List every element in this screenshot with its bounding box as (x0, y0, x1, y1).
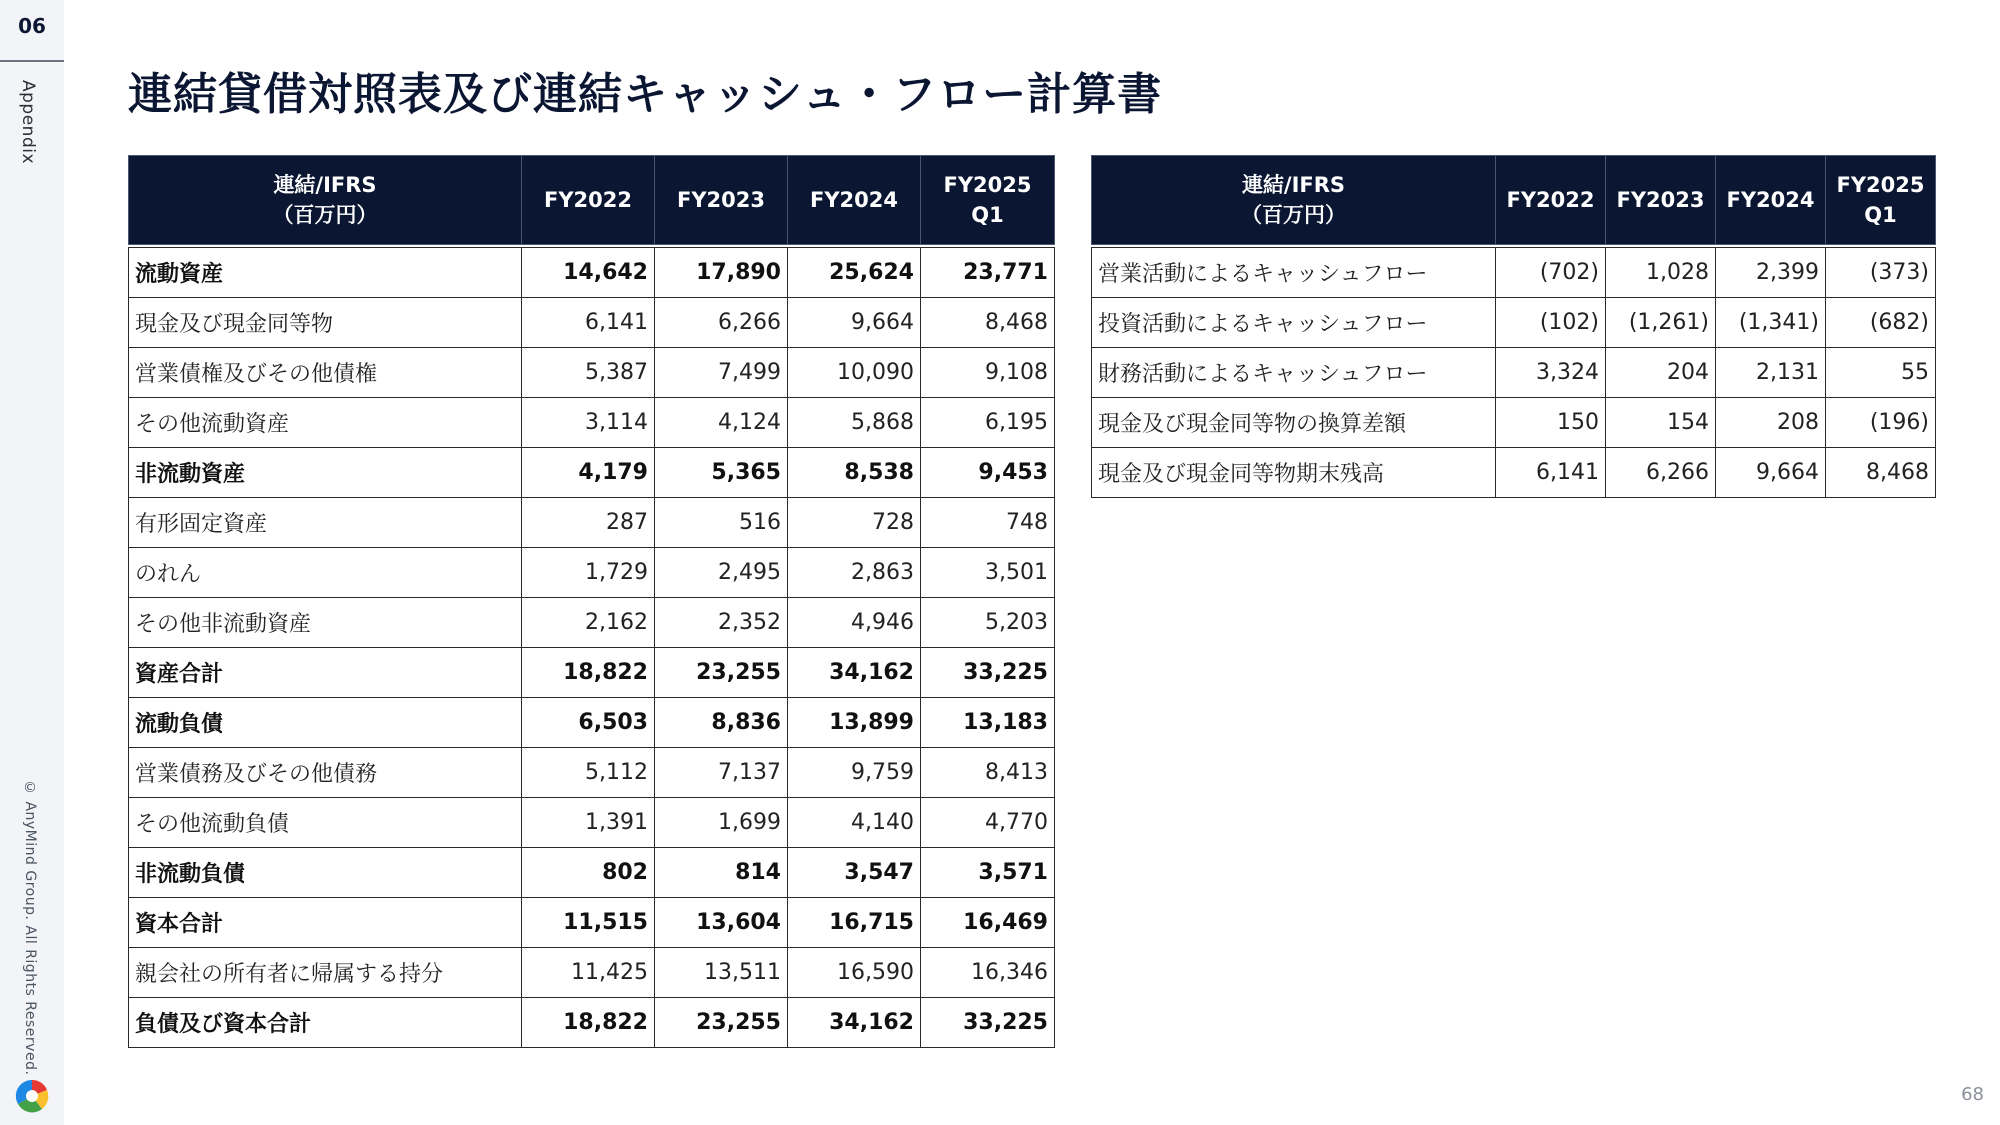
value-cell: 18,822 (522, 648, 655, 698)
value-cell: (1,261) (1606, 298, 1716, 348)
cash-flow-body (1092, 245, 1936, 498)
value-cell: 23,255 (655, 998, 788, 1048)
value-cell: 1,391 (522, 798, 655, 848)
table-row (1092, 348, 1936, 398)
value-cell: 18,822 (522, 998, 655, 1048)
value-cell: 16,715 (788, 898, 921, 948)
header-cell-label (1092, 156, 1496, 245)
value-cell: 3,571 (921, 848, 1055, 898)
value-cell: 9,664 (1716, 448, 1826, 498)
value-cell: 516 (655, 498, 788, 548)
header-cell-fy2023 (1606, 156, 1716, 245)
row-label: その他非流動資産 (129, 598, 522, 648)
header-label-line1: 連結/IFRS (1241, 173, 1346, 197)
header-cell-fy2025-q1 (921, 156, 1055, 245)
value-cell: 150 (1496, 398, 1606, 448)
header-cell-fy2022 (522, 156, 655, 245)
header-cell-fy2023 (655, 156, 788, 245)
value-cell: 8,468 (1826, 448, 1936, 498)
value-cell: 2,162 (522, 598, 655, 648)
table-row (129, 548, 1055, 598)
row-label: 営業債務及びその他債務 (129, 748, 522, 798)
value-cell: 9,759 (788, 748, 921, 798)
row-label: 有形固定資産 (129, 498, 522, 548)
table-row (129, 498, 1055, 548)
value-cell: 9,453 (921, 448, 1055, 498)
copyright-text: © AnyMind Group. All Rights Reserved. (22, 780, 38, 1076)
table-row (1092, 248, 1936, 298)
row-label: 流動資産 (129, 248, 522, 298)
value-cell: 4,946 (788, 598, 921, 648)
value-cell: 1,729 (522, 548, 655, 598)
value-cell: 16,469 (921, 898, 1055, 948)
value-cell: (682) (1826, 298, 1936, 348)
balance-sheet-table (128, 155, 1055, 1048)
value-cell: 11,515 (522, 898, 655, 948)
table-row (129, 598, 1055, 648)
value-cell: 8,538 (788, 448, 921, 498)
value-cell: 4,179 (522, 448, 655, 498)
section-divider (0, 60, 64, 62)
value-cell: 802 (522, 848, 655, 898)
header-year: FY2025 (943, 173, 1032, 197)
value-cell: 23,255 (655, 648, 788, 698)
row-label: その他流動負債 (129, 798, 522, 848)
row-label: 資産合計 (129, 648, 522, 698)
value-cell: 154 (1606, 398, 1716, 448)
table-row (129, 248, 1055, 298)
value-cell: 33,225 (921, 648, 1055, 698)
row-label: 非流動資産 (129, 448, 522, 498)
value-cell: 5,868 (788, 398, 921, 448)
row-label: 資本合計 (129, 898, 522, 948)
row-label: 親会社の所有者に帰属する持分 (129, 948, 522, 998)
value-cell: 55 (1826, 348, 1936, 398)
value-cell: 13,183 (921, 698, 1055, 748)
page-number: 68 (1961, 1084, 1984, 1105)
header-cell-fy2022 (1496, 156, 1606, 245)
header-year: FY2025 (1836, 173, 1925, 197)
value-cell: 33,225 (921, 998, 1055, 1048)
value-cell: 5,112 (522, 748, 655, 798)
anymind-logo-icon (14, 1078, 50, 1114)
value-cell: 204 (1606, 348, 1716, 398)
table-header-row (1092, 156, 1936, 245)
value-cell: 814 (655, 848, 788, 898)
table-row (129, 898, 1055, 948)
table-row (129, 648, 1055, 698)
value-cell: 2,863 (788, 548, 921, 598)
value-cell: 6,141 (522, 298, 655, 348)
value-cell: 2,399 (1716, 248, 1826, 298)
value-cell: 34,162 (788, 998, 921, 1048)
value-cell: 34,162 (788, 648, 921, 698)
table-row (1092, 448, 1936, 498)
value-cell: (196) (1826, 398, 1936, 448)
header-label-line2: （百万円） (1241, 203, 1346, 227)
value-cell: 8,413 (921, 748, 1055, 798)
header-label-line1: 連結/IFRS (273, 173, 377, 197)
row-label: 財務活動によるキャッシュフロー (1092, 348, 1496, 398)
section-number: 06 (18, 14, 46, 38)
header-cell-fy2024 (788, 156, 921, 245)
header-year: FY2023 (1616, 188, 1705, 212)
table-row (129, 348, 1055, 398)
row-label: 流動負債 (129, 698, 522, 748)
row-label: 営業債権及びその他債権 (129, 348, 522, 398)
value-cell: 208 (1716, 398, 1826, 448)
value-cell: 10,090 (788, 348, 921, 398)
value-cell: 2,131 (1716, 348, 1826, 398)
header-cell-fy2024 (1716, 156, 1826, 245)
header-cell-fy2025-q1 (1826, 156, 1936, 245)
row-label: のれん (129, 548, 522, 598)
value-cell: 5,387 (522, 348, 655, 398)
row-label: 現金及び現金同等物 (129, 298, 522, 348)
value-cell: 17,890 (655, 248, 788, 298)
header-year: FY2022 (544, 188, 632, 212)
header-year: FY2023 (677, 188, 765, 212)
header-quarter: Q1 (1864, 203, 1897, 227)
page-title: 連結貸借対照表及び連結キャッシュ・フロー計算書 (128, 69, 1163, 120)
value-cell: 728 (788, 498, 921, 548)
table-row (129, 998, 1055, 1048)
value-cell: 7,499 (655, 348, 788, 398)
header-label-line2: （百万円） (272, 203, 378, 227)
value-cell: 9,108 (921, 348, 1055, 398)
value-cell: 1,028 (1606, 248, 1716, 298)
value-cell: 14,642 (522, 248, 655, 298)
value-cell: 6,503 (522, 698, 655, 748)
table-row (129, 798, 1055, 848)
balance-sheet-body (129, 245, 1055, 1048)
row-label: 投資活動によるキャッシュフロー (1092, 298, 1496, 348)
value-cell: 25,624 (788, 248, 921, 298)
table-row (129, 698, 1055, 748)
header-quarter: Q1 (971, 203, 1004, 227)
table-row (129, 948, 1055, 998)
value-cell: 2,352 (655, 598, 788, 648)
header-year: FY2024 (810, 188, 898, 212)
value-cell: 748 (921, 498, 1055, 548)
row-label: 現金及び現金同等物の換算差額 (1092, 398, 1496, 448)
table-header-row (129, 156, 1055, 245)
value-cell: 13,899 (788, 698, 921, 748)
value-cell: (373) (1826, 248, 1936, 298)
row-label: 営業活動によるキャッシュフロー (1092, 248, 1496, 298)
value-cell: 16,346 (921, 948, 1055, 998)
table-row (129, 398, 1055, 448)
row-label: 負債及び資本合計 (129, 998, 522, 1048)
table-row (129, 848, 1055, 898)
value-cell: 4,140 (788, 798, 921, 848)
sidebar (0, 0, 64, 1125)
value-cell: 3,114 (522, 398, 655, 448)
table-row (129, 298, 1055, 348)
value-cell: 5,365 (655, 448, 788, 498)
value-cell: 6,266 (655, 298, 788, 348)
value-cell: 6,195 (921, 398, 1055, 448)
value-cell: 1,699 (655, 798, 788, 848)
value-cell: 4,124 (655, 398, 788, 448)
row-label: 現金及び現金同等物期末残高 (1092, 448, 1496, 498)
row-label: その他流動資産 (129, 398, 522, 448)
header-year: FY2022 (1506, 188, 1595, 212)
value-cell: 8,468 (921, 298, 1055, 348)
table-row (1092, 398, 1936, 448)
value-cell: 6,266 (1606, 448, 1716, 498)
value-cell: 9,664 (788, 298, 921, 348)
value-cell: 5,203 (921, 598, 1055, 648)
row-label: 非流動負債 (129, 848, 522, 898)
header-cell-label (129, 156, 522, 245)
value-cell: 13,511 (655, 948, 788, 998)
value-cell: 8,836 (655, 698, 788, 748)
value-cell: 287 (522, 498, 655, 548)
table-row (129, 748, 1055, 798)
header-year: FY2024 (1726, 188, 1815, 212)
table-row (1092, 298, 1936, 348)
value-cell: (1,341) (1716, 298, 1826, 348)
value-cell: 3,501 (921, 548, 1055, 598)
value-cell: 3,547 (788, 848, 921, 898)
value-cell: 2,495 (655, 548, 788, 598)
value-cell: (102) (1496, 298, 1606, 348)
section-label: Appendix (18, 80, 38, 165)
value-cell: (702) (1496, 248, 1606, 298)
value-cell: 11,425 (522, 948, 655, 998)
value-cell: 6,141 (1496, 448, 1606, 498)
value-cell: 23,771 (921, 248, 1055, 298)
value-cell: 13,604 (655, 898, 788, 948)
value-cell: 4,770 (921, 798, 1055, 848)
table-row (129, 448, 1055, 498)
cash-flow-table (1091, 155, 1936, 498)
value-cell: 7,137 (655, 748, 788, 798)
value-cell: 3,324 (1496, 348, 1606, 398)
value-cell: 16,590 (788, 948, 921, 998)
